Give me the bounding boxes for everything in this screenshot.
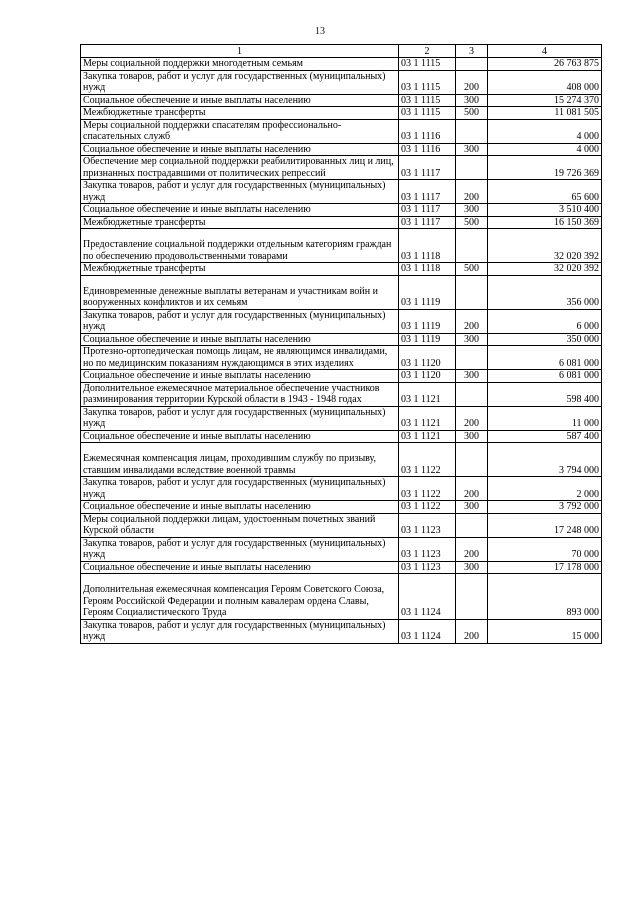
table-row [81,119,602,143]
row-amount-cell: 3 794 000 [488,443,602,477]
row-amount-cell: 70 000 [488,537,602,561]
table-row [81,574,602,620]
row-code-cell: 03 1 1115 [399,58,456,71]
row-name-cell: Социальное обеспечение и иные выплаты населению [81,333,399,346]
table-row [81,70,602,94]
row-name-cell: Межбюджетные трансферты [81,107,399,120]
row-name-cell: Межбюджетные трансферты [81,263,399,276]
row-code-cell: 03 1 1119 [399,275,456,309]
column-header-2: 2 [399,45,456,58]
row-name-cell: Закупка товаров, работ и услуг для государственных (муниципальных) нужд [81,309,399,333]
row-code-cell: 03 1 1115 [399,107,456,120]
row-amount-cell: 4 000 [488,143,602,156]
row-amount-cell: 6 000 [488,309,602,333]
row-type-cell [456,513,488,537]
row-name-cell: Дополнительная ежемесячная компенсация Героям Советского Союза, Героям Российской Федерации и полным кавалерам ордена Славы, Героям Социалистического Труда [81,574,399,620]
row-amount-cell: 350 000 [488,333,602,346]
row-code-cell: 03 1 1119 [399,333,456,346]
row-code-cell: 03 1 1122 [399,501,456,514]
column-header-4: 4 [488,45,602,58]
row-code-cell: 03 1 1120 [399,370,456,383]
row-name-cell: Социальное обеспечение и иные выплаты населению [81,501,399,514]
page-number: 13 [315,26,325,37]
row-code-cell: 03 1 1118 [399,263,456,276]
row-amount-cell: 32 020 392 [488,263,602,276]
row-type-cell: 300 [456,561,488,574]
row-type-cell [456,119,488,143]
row-amount-cell: 6 081 000 [488,370,602,383]
row-type-cell: 200 [456,477,488,501]
row-amount-cell: 17 178 000 [488,561,602,574]
row-name-cell: Закупка товаров, работ и услуг для государственных (муниципальных) нужд [81,537,399,561]
row-code-cell: 03 1 1115 [399,94,456,107]
table-row [81,263,602,276]
row-code-cell: 03 1 1124 [399,574,456,620]
row-amount-cell: 26 763 875 [488,58,602,71]
row-code-cell: 03 1 1122 [399,443,456,477]
row-name-cell: Обеспечение мер социальной поддержки реабилитированных лиц и лиц, признанных пострадавшими от политических репрессий [81,156,399,180]
table-header-row [81,45,602,58]
table-row [81,143,602,156]
column-header-1: 1 [81,45,399,58]
row-name-cell: Социальное обеспечение и иные выплаты населению [81,143,399,156]
row-code-cell: 03 1 1119 [399,309,456,333]
row-type-cell: 200 [456,309,488,333]
row-type-cell [456,382,488,406]
table-row [81,382,602,406]
row-amount-cell: 32 020 392 [488,229,602,263]
row-code-cell: 03 1 1123 [399,537,456,561]
row-type-cell: 500 [456,216,488,229]
budget-table [80,44,602,644]
row-name-cell: Закупка товаров, работ и услуг для государственных (муниципальных) нужд [81,70,399,94]
table-row [81,180,602,204]
row-name-cell: Предоставление социальной поддержки отдельным категориям граждан по обеспечению продовольственными товарами [81,229,399,263]
row-code-cell: 03 1 1124 [399,619,456,643]
table-row [81,229,602,263]
row-name-cell: Социальное обеспечение и иные выплаты населению [81,370,399,383]
row-amount-cell: 17 248 000 [488,513,602,537]
table-row [81,501,602,514]
row-type-cell [456,574,488,620]
row-name-cell: Меры социальной поддержки лицам, удостоенным почетных званий Курской области [81,513,399,537]
table-row [81,513,602,537]
row-amount-cell: 408 000 [488,70,602,94]
row-amount-cell: 11 000 [488,406,602,430]
row-name-cell: Закупка товаров, работ и услуг для государственных (муниципальных) нужд [81,406,399,430]
row-type-cell: 200 [456,619,488,643]
column-header-3: 3 [456,45,488,58]
row-type-cell [456,443,488,477]
table-row [81,561,602,574]
row-name-cell: Меры социальной поддержки многодетным семьям [81,58,399,71]
table-row [81,406,602,430]
table-row [81,477,602,501]
row-code-cell: 03 1 1123 [399,513,456,537]
table-row [81,94,602,107]
table-row [81,275,602,309]
row-name-cell: Социальное обеспечение и иные выплаты населению [81,561,399,574]
row-amount-cell: 15 000 [488,619,602,643]
row-type-cell [456,275,488,309]
table-row [81,58,602,71]
row-type-cell [456,156,488,180]
row-code-cell: 03 1 1121 [399,406,456,430]
row-type-cell: 200 [456,70,488,94]
table-row [81,370,602,383]
row-name-cell: Меры социальной поддержки спасателям профессионально-спасательных служб [81,119,399,143]
row-type-cell: 300 [456,501,488,514]
row-amount-cell: 19 726 369 [488,156,602,180]
row-amount-cell: 2 000 [488,477,602,501]
table-row [81,204,602,217]
row-amount-cell: 11 081 505 [488,107,602,120]
table-row [81,537,602,561]
row-amount-cell: 16 150 369 [488,216,602,229]
row-type-cell: 200 [456,406,488,430]
table-row [81,443,602,477]
row-code-cell: 03 1 1117 [399,216,456,229]
table-row [81,309,602,333]
row-name-cell: Закупка товаров, работ и услуг для государственных (муниципальных) нужд [81,619,399,643]
row-amount-cell: 3 792 000 [488,501,602,514]
row-amount-cell: 6 081 000 [488,346,602,370]
row-amount-cell: 587 400 [488,430,602,443]
row-amount-cell: 3 510 400 [488,204,602,217]
table-row [81,156,602,180]
table-row [81,107,602,120]
row-code-cell: 03 1 1115 [399,70,456,94]
row-name-cell: Дополнительное ежемесячное материальное обеспечение участников разминирования территории Курской области в 1943 - 1948 годах [81,382,399,406]
row-type-cell: 300 [456,94,488,107]
row-code-cell: 03 1 1120 [399,346,456,370]
row-name-cell: Социальное обеспечение и иные выплаты населению [81,430,399,443]
row-code-cell: 03 1 1121 [399,382,456,406]
row-name-cell: Протезно-ортопедическая помощь лицам, не являющимся инвалидами, но по медицинским показаниям нуждающимся в этих изделиях [81,346,399,370]
row-amount-cell: 15 274 370 [488,94,602,107]
row-code-cell: 03 1 1118 [399,229,456,263]
row-type-cell [456,346,488,370]
row-name-cell: Социальное обеспечение и иные выплаты населению [81,94,399,107]
row-type-cell: 300 [456,333,488,346]
row-type-cell [456,58,488,71]
row-type-cell: 300 [456,430,488,443]
row-type-cell: 300 [456,370,488,383]
row-code-cell: 03 1 1122 [399,477,456,501]
row-amount-cell: 4 000 [488,119,602,143]
table-row [81,216,602,229]
table-row [81,619,602,643]
row-type-cell: 300 [456,204,488,217]
table-body [81,58,602,644]
row-name-cell: Ежемесячная компенсация лицам, проходившим службу по призыву, ставшим инвалидами вследствие военной травмы [81,443,399,477]
row-name-cell: Социальное обеспечение и иные выплаты населению [81,204,399,217]
table-row [81,346,602,370]
table-row [81,333,602,346]
row-code-cell: 03 1 1116 [399,119,456,143]
table-row [81,430,602,443]
row-type-cell [456,229,488,263]
row-code-cell: 03 1 1116 [399,143,456,156]
row-amount-cell: 356 000 [488,275,602,309]
row-type-cell: 500 [456,263,488,276]
row-type-cell: 200 [456,180,488,204]
row-code-cell: 03 1 1117 [399,156,456,180]
row-amount-cell: 65 600 [488,180,602,204]
row-code-cell: 03 1 1121 [399,430,456,443]
row-name-cell: Межбюджетные трансферты [81,216,399,229]
row-code-cell: 03 1 1117 [399,180,456,204]
row-code-cell: 03 1 1117 [399,204,456,217]
row-amount-cell: 598 400 [488,382,602,406]
row-name-cell: Закупка товаров, работ и услуг для государственных (муниципальных) нужд [81,477,399,501]
row-name-cell: Единовременные денежные выплаты ветеранам и участникам войн и вооруженных конфликтов и их семьям [81,275,399,309]
row-name-cell: Закупка товаров, работ и услуг для государственных (муниципальных) нужд [81,180,399,204]
row-amount-cell: 893 000 [488,574,602,620]
row-type-cell: 500 [456,107,488,120]
row-type-cell: 300 [456,143,488,156]
row-code-cell: 03 1 1123 [399,561,456,574]
row-type-cell: 200 [456,537,488,561]
